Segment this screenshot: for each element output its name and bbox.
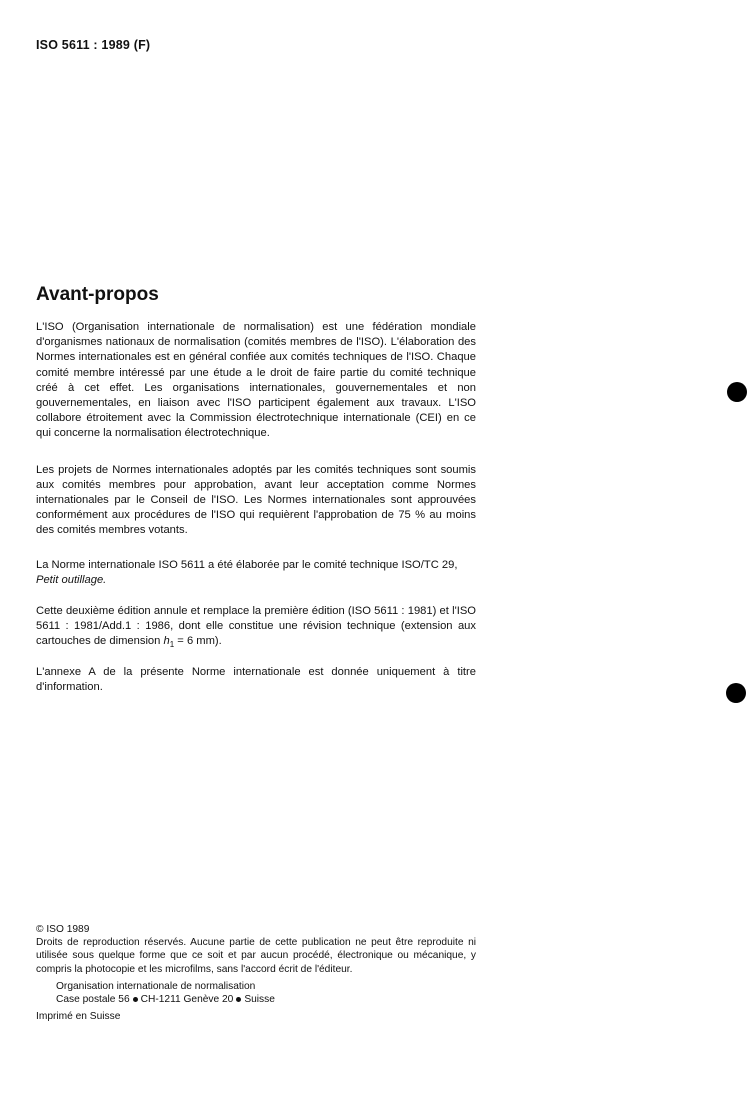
edition-text: Cette deuxième édition annule et remplace la première édition (ISO 5611 : 1981) et l'ISO 5611 : 1981/Add.1 : 1986, dont elle constitue une révision technique (extension aux cartouches de dimension [36, 605, 476, 648]
paragraph-edition [36, 604, 476, 650]
dimension-subscript: 1 [169, 640, 175, 650]
paragraph-iso-intro: L'ISO (Organisation internationale de normalisation) est une fédération mondiale d'organismes nationaux de normalisation (comités membres de l'ISO). L'élaboration des Normes internationales est en général confiée aux comités techniques de l'ISO. Chaque comité membre intéressé par une étude a le droit de faire partie du comité technique créé à cet effet. Les organisations internationales, gouvernementales et non gouvernementales, en liaison avec l'ISO participent également aux travaux. L'ISO collabore étroitement avec la Commission électrotechnique internationale (CEI) en ce qui concerne la normalisation électrotechnique. [36, 321, 476, 440]
postal-address [36, 993, 476, 1006]
document-code: ISO 5611 : 1989 (F) [36, 38, 151, 52]
address-city: CH-1211 Genève 20 [140, 994, 234, 1006]
copyright-notice: © ISO 1989 [36, 924, 90, 935]
organization-name: Organisation internationale de normalisation [56, 980, 256, 992]
printed-in: Imprimé en Suisse [36, 1011, 121, 1023]
copyright-block [36, 923, 476, 1023]
section-title: Avant-propos [36, 284, 159, 305]
paragraph-committee [36, 558, 476, 588]
paragraph-approval: Les projets de Normes internationales adoptés par les comités techniques sont soumis aux comités membres pour approbation, avant leur acceptation comme Normes internationales par le Conseil de l'ISO. Les Normes internationales sont approuvées conformément aux procédures de l'ISO qui requièrent l'approbation de 75 % au moins des comités membres votants. [36, 463, 476, 537]
dimension-variable: h [163, 635, 170, 648]
committee-name: Petit outillage. [36, 573, 107, 586]
address-box: Case postale 56 [56, 994, 130, 1006]
address-country: Suisse [244, 994, 275, 1006]
rights-statement: Droits de reproduction réservés. Aucune partie de cette publication ne peut être reproduite ni utilisée sous quelque forme que ce soit et par aucun procédé, électronique ou mécanique, y compris la photocopie et les microfilms, sans l'accord écrit de l'éditeur. [36, 937, 476, 975]
bullet-icon [236, 997, 241, 1002]
punch-hole-icon [727, 382, 747, 402]
edition-end: = 6 mm). [177, 635, 222, 648]
bullet-icon [133, 997, 138, 1002]
punch-hole-icon [726, 683, 746, 703]
foreword-body [36, 320, 476, 714]
paragraph-annex: L'annexe A de la présente Norme internationale est donnée uniquement à titre d'information. [36, 665, 476, 693]
committee-text: La Norme internationale ISO 5611 a été élaborée par le comité technique ISO/TC 29, [36, 558, 458, 571]
